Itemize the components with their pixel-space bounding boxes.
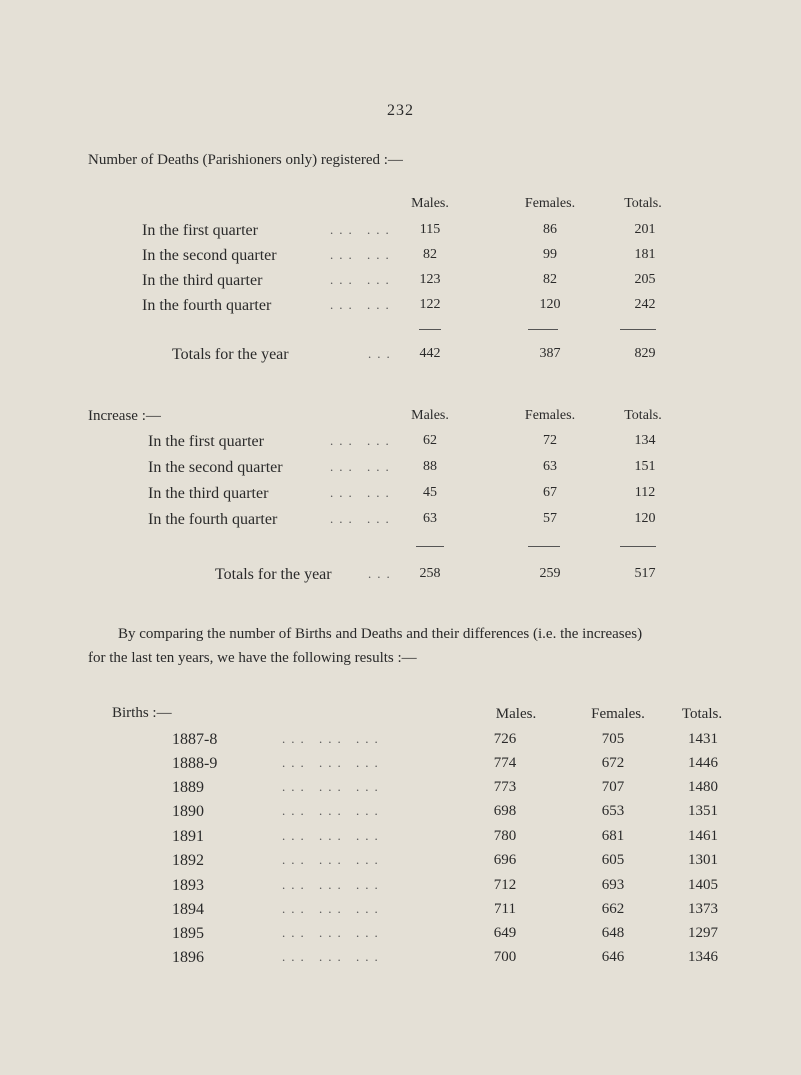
cell-females: 646 bbox=[601, 949, 625, 965]
row-label: Totals for the year bbox=[172, 346, 289, 363]
cell-females: 693 bbox=[601, 877, 625, 893]
cell-totals: 517 bbox=[634, 566, 656, 581]
cell-males: 773 bbox=[493, 779, 517, 795]
divider-rule bbox=[528, 329, 558, 330]
cell-males: 774 bbox=[493, 755, 517, 771]
cell-males: 696 bbox=[493, 852, 517, 868]
cell-females: 63 bbox=[543, 459, 557, 474]
deaths-header-totals: Totals. bbox=[624, 196, 662, 211]
births-row bbox=[0, 779, 801, 799]
leader-dots: ... bbox=[368, 346, 396, 361]
cell-totals: 205 bbox=[634, 272, 656, 287]
cell-males: 442 bbox=[419, 346, 441, 361]
row-label: In the third quarter bbox=[142, 272, 263, 289]
cell-totals: 1446 bbox=[688, 755, 718, 771]
cell-males: 115 bbox=[419, 222, 441, 237]
cell-totals: 181 bbox=[634, 247, 656, 262]
leader-dots: ... ... ... bbox=[282, 877, 384, 892]
leader-dots: ... ... ... bbox=[282, 901, 384, 916]
cell-totals: 1346 bbox=[688, 949, 718, 965]
cell-females: 99 bbox=[543, 247, 557, 262]
cell-totals: 201 bbox=[634, 222, 656, 237]
row-label: Totals for the year bbox=[215, 566, 332, 583]
cell-totals: 112 bbox=[634, 485, 656, 500]
cell-females: 67 bbox=[543, 485, 557, 500]
row-label: 1887-8 bbox=[172, 731, 218, 748]
births-row bbox=[0, 803, 801, 823]
cell-males: 711 bbox=[494, 901, 516, 917]
deaths-header-females: Females. bbox=[524, 196, 576, 211]
paragraph-line: By comparing the number of Births and Deaths and their differences (i.e. the increases) bbox=[118, 626, 643, 642]
leader-dots: ... ... bbox=[330, 222, 395, 237]
cell-females: 681 bbox=[601, 828, 625, 844]
births-row bbox=[0, 949, 801, 969]
leader-dots: ... ... ... bbox=[282, 925, 384, 940]
cell-females: 387 bbox=[539, 346, 561, 361]
births-row bbox=[0, 852, 801, 872]
cell-totals: 151 bbox=[634, 459, 656, 474]
cell-totals: 1301 bbox=[688, 852, 718, 868]
cell-totals: 829 bbox=[634, 346, 656, 361]
leader-dots: ... ... ... bbox=[282, 731, 384, 746]
cell-males: 780 bbox=[493, 828, 517, 844]
cell-females: 82 bbox=[543, 272, 557, 287]
row-label: 1894 bbox=[172, 901, 204, 918]
divider-rule bbox=[620, 329, 656, 330]
row-label: 1893 bbox=[172, 877, 204, 894]
deaths-row bbox=[0, 222, 801, 242]
births-row bbox=[0, 925, 801, 945]
comparison-paragraph bbox=[88, 622, 778, 670]
cell-females: 707 bbox=[601, 779, 625, 795]
cell-females: 605 bbox=[601, 852, 625, 868]
cell-females: 86 bbox=[543, 222, 557, 237]
leader-dots: ... ... bbox=[330, 485, 395, 500]
cell-males: 88 bbox=[423, 459, 437, 474]
cell-males: 258 bbox=[419, 566, 441, 581]
row-label: 1895 bbox=[172, 925, 204, 942]
increase-title: Increase :— bbox=[88, 408, 161, 424]
cell-males: 123 bbox=[419, 272, 441, 287]
cell-males: 698 bbox=[493, 803, 517, 819]
leader-dots: ... ... ... bbox=[282, 803, 384, 818]
cell-totals: 1297 bbox=[688, 925, 718, 941]
cell-males: 649 bbox=[493, 925, 517, 941]
cell-females: 705 bbox=[601, 731, 625, 747]
cell-totals: 242 bbox=[634, 297, 656, 312]
row-label: 1889 bbox=[172, 779, 204, 796]
row-label: In the second quarter bbox=[142, 247, 277, 264]
births-title: Births :— bbox=[112, 705, 172, 721]
cell-males: 63 bbox=[423, 511, 437, 526]
births-row bbox=[0, 755, 801, 775]
cell-females: 72 bbox=[543, 433, 557, 448]
increase-total-row bbox=[0, 566, 801, 586]
cell-females: 648 bbox=[601, 925, 625, 941]
births-header-totals: Totals. bbox=[681, 706, 723, 722]
leader-dots: ... ... ... bbox=[282, 779, 384, 794]
row-label: 1896 bbox=[172, 949, 204, 966]
row-label: In the first quarter bbox=[142, 222, 258, 239]
leader-dots: ... bbox=[368, 566, 396, 581]
leader-dots: ... ... ... bbox=[282, 949, 384, 964]
cell-males: 122 bbox=[419, 297, 441, 312]
cell-totals: 1373 bbox=[688, 901, 718, 917]
cell-females: 653 bbox=[601, 803, 625, 819]
cell-totals: 1480 bbox=[688, 779, 718, 795]
births-row bbox=[0, 901, 801, 921]
deaths-total-row bbox=[0, 346, 801, 366]
deaths-title: Number of Deaths (Parishioners only) registered :— bbox=[88, 152, 403, 168]
cell-totals: 120 bbox=[634, 511, 656, 526]
leader-dots: ... ... ... bbox=[282, 755, 384, 770]
cell-totals: 1405 bbox=[688, 877, 718, 893]
row-label: In the third quarter bbox=[148, 485, 269, 502]
leader-dots: ... ... bbox=[330, 297, 395, 312]
cell-males: 62 bbox=[423, 433, 437, 448]
leader-dots: ... ... bbox=[330, 247, 395, 262]
divider-rule bbox=[620, 546, 656, 547]
cell-males: 700 bbox=[493, 949, 517, 965]
leader-dots: ... ... bbox=[330, 511, 395, 526]
births-header-males: Males. bbox=[495, 706, 537, 722]
increase-header-totals: Totals. bbox=[624, 408, 662, 423]
cell-totals: 1461 bbox=[688, 828, 718, 844]
leader-dots: ... ... bbox=[330, 433, 395, 448]
divider-rule bbox=[528, 546, 560, 547]
cell-males: 712 bbox=[493, 877, 517, 893]
cell-females: 672 bbox=[601, 755, 625, 771]
increase-row bbox=[0, 433, 801, 453]
cell-females: 259 bbox=[539, 566, 561, 581]
row-label: 1890 bbox=[172, 803, 204, 820]
row-label: In the fourth quarter bbox=[142, 297, 272, 314]
increase-header-females: Females. bbox=[524, 408, 576, 423]
cell-males: 45 bbox=[423, 485, 437, 500]
increase-row bbox=[0, 459, 801, 479]
cell-totals: 1351 bbox=[688, 803, 718, 819]
cell-females: 120 bbox=[539, 297, 561, 312]
births-row bbox=[0, 828, 801, 848]
cell-males: 82 bbox=[423, 247, 437, 262]
deaths-row bbox=[0, 297, 801, 317]
deaths-row bbox=[0, 247, 801, 267]
increase-row bbox=[0, 485, 801, 505]
leader-dots: ... ... bbox=[330, 459, 395, 474]
cell-females: 57 bbox=[543, 511, 557, 526]
row-label: 1888-9 bbox=[172, 755, 218, 772]
row-label: In the first quarter bbox=[148, 433, 264, 450]
births-row bbox=[0, 731, 801, 751]
leader-dots: ... ... ... bbox=[282, 852, 384, 867]
increase-header-males: Males. bbox=[411, 408, 449, 423]
row-label: 1891 bbox=[172, 828, 204, 845]
leader-dots: ... ... ... bbox=[282, 828, 384, 843]
births-row bbox=[0, 877, 801, 897]
row-label: In the fourth quarter bbox=[148, 511, 278, 528]
page-number: 232 bbox=[387, 102, 414, 119]
paragraph-line: for the last ten years, we have the following results :— bbox=[88, 650, 417, 666]
cell-totals: 134 bbox=[634, 433, 656, 448]
births-header-females: Females. bbox=[591, 706, 645, 722]
cell-males: 726 bbox=[493, 731, 517, 747]
row-label: 1892 bbox=[172, 852, 204, 869]
leader-dots: ... ... bbox=[330, 272, 395, 287]
row-label: In the second quarter bbox=[148, 459, 283, 476]
cell-females: 662 bbox=[601, 901, 625, 917]
cell-totals: 1431 bbox=[688, 731, 718, 747]
deaths-row bbox=[0, 272, 801, 292]
increase-row bbox=[0, 511, 801, 531]
deaths-header-males: Males. bbox=[411, 196, 449, 211]
divider-rule bbox=[416, 546, 444, 547]
divider-rule bbox=[419, 329, 441, 330]
